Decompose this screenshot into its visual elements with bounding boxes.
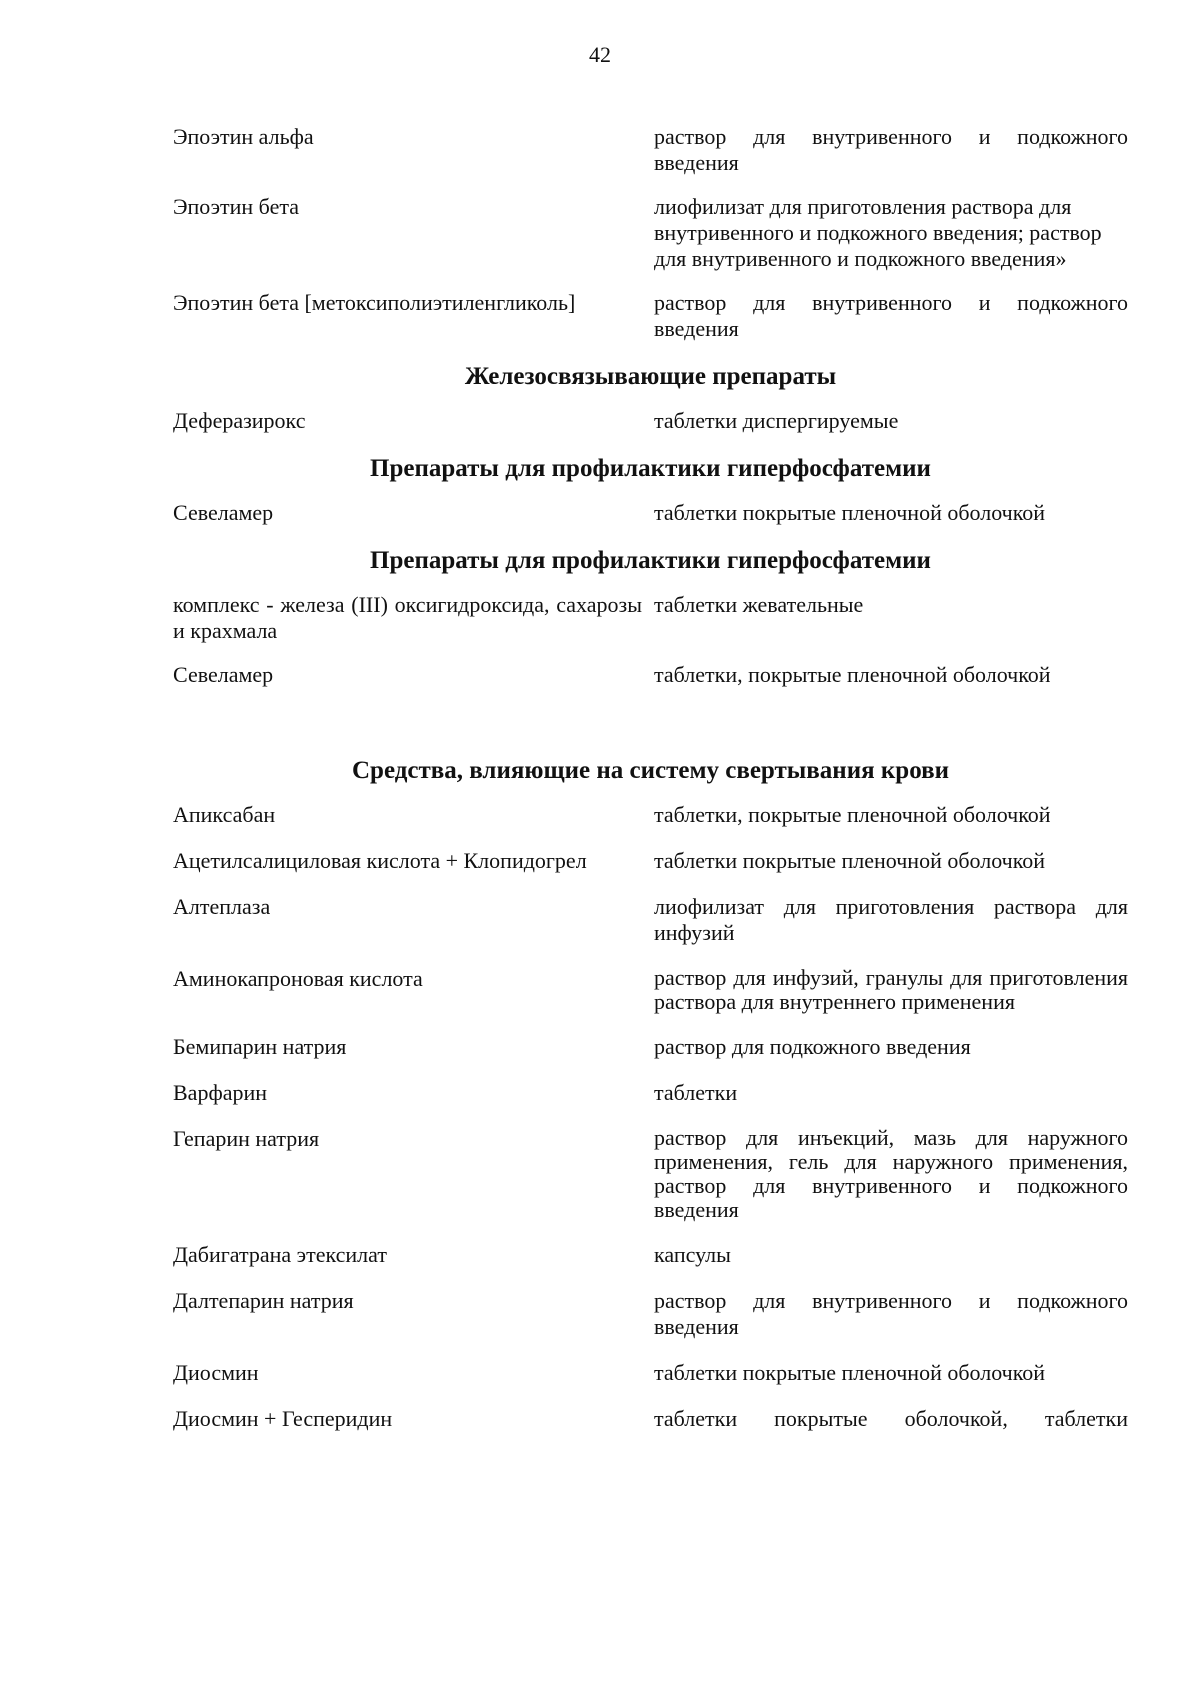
table-row [173,1360,1128,1386]
dosage-form: таблетки [654,1080,738,1105]
table-row [173,894,1128,946]
drug-name: Диосмин + Гесперидин [173,1406,393,1431]
drug-name: Диосмин [173,1360,259,1385]
table-row [173,500,1128,526]
table-row [173,1288,1128,1340]
drug-name: Севеламер [173,500,274,525]
section-heading: Средства, влияющие на систему свертывания крови [352,757,949,784]
drug-name: Алтеплаза [173,894,271,919]
table-row [173,194,1128,272]
drug-name: Эпоэтин бета [173,194,299,219]
dosage-form: таблетки покрытые пленочной оболочкой [654,848,1046,873]
dosage-form: раствор для внутривенного и подкожного введения [654,124,1128,175]
drug-name: Апиксабан [173,802,276,827]
drug-name: Далтепарин натрия [173,1288,354,1313]
dosage-form: лиофилизат для приготовления раствора для внутривенного и подкожного введения; раствор для внутривенного и подкожного введения» [654,194,1102,271]
table-row [173,1406,1128,1432]
table-row [173,592,1128,644]
dosage-form: раствор для подкожного введения [654,1034,971,1059]
table-row [173,1034,1128,1060]
table-row [173,1080,1128,1106]
dosage-form: раствор для инфузий, гранулы для приготовления раствора для внутреннего применения [654,965,1128,1014]
page-number: 42 [589,42,611,67]
drug-name: Деферазирокс [173,408,306,433]
dosage-form: раствор для внутривенного и подкожного введения [654,290,1128,341]
drug-name: Варфарин [173,1080,268,1105]
dosage-form: таблетки покрытые пленочной оболочкой [654,500,1046,525]
drug-name: Эпоэтин бета [метоксиполиэтиленгликоль] [173,290,576,315]
drug-name: Эпоэтин альфа [173,124,314,149]
dosage-form: таблетки, покрытые пленочной оболочкой [654,662,1051,687]
dosage-form: таблетки диспергируемые [654,408,899,433]
dosage-form: таблетки покрытые оболочкой, таблетки [654,1406,1128,1431]
dosage-form: раствор для внутривенного и подкожного введения [654,1288,1128,1339]
section-heading: Препараты для профилактики гиперфосфатемии [370,547,931,574]
table-row [173,848,1128,874]
dosage-form: таблетки, покрытые пленочной оболочкой [654,802,1051,827]
table-row [173,802,1128,828]
table-row [173,1242,1128,1268]
section-heading: Железосвязывающие препараты [464,363,837,390]
drug-name: Бемипарин натрия [173,1034,347,1059]
section-heading: Препараты для профилактики гиперфосфатемии [370,455,931,482]
table-row [173,1126,1128,1222]
table-row [173,290,1128,342]
dosage-form: раствор для инъекций, мазь для наружного применения, гель для наружного применения, раствор для внутривенного и подкожного введения [654,1125,1128,1222]
drug-name: Гепарин натрия [173,1126,320,1151]
dosage-form: капсулы [654,1242,731,1267]
dosage-form: таблетки покрытые пленочной оболочкой [654,1360,1046,1385]
drug-name: Аминокапроновая кислота [173,966,423,991]
dosage-form: лиофилизат для приготовления раствора для инфузий [654,894,1128,945]
table-row [173,966,1128,1014]
drug-list [173,124,1128,1432]
dosage-form: таблетки жевательные [654,592,864,617]
table-row [173,124,1128,176]
drug-name: комплекс - железа (III) оксигидроксида, сахарозы и крахмала [173,592,642,643]
drug-name: Севеламер [173,662,274,687]
drug-name: Ацетилсалициловая кислота + Клопидогрел [173,848,587,873]
table-row [173,408,1128,434]
drug-name: Дабигатрана этексилат [173,1242,387,1267]
table-row [173,662,1128,688]
